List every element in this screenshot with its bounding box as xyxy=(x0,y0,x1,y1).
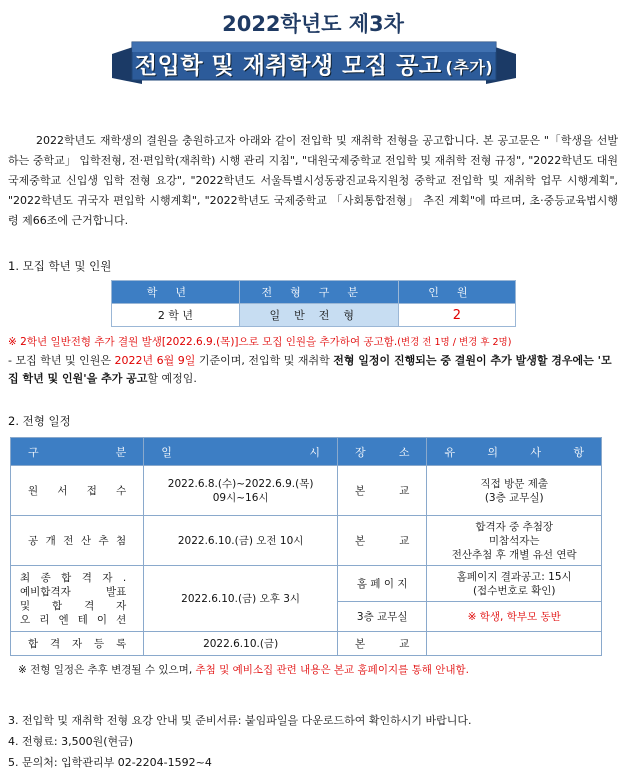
recruitment-note-change: (변경 전 1명 / 변경 후 2명) xyxy=(397,337,512,348)
row4-category: 합 격 자 등 록 xyxy=(11,632,144,656)
cell-grade: 2 학 년 xyxy=(112,304,240,327)
section1-title: 1. 모집 학년 및 인원 xyxy=(8,259,112,273)
footer-item-3: 3. 전입학 및 재취학 전형 요강 안내 및 준비서류: 붙임파일을 다운로드하여 확인하시기 바랍니다. xyxy=(8,714,472,727)
table-row xyxy=(11,566,602,602)
row2-category: 공 개 전 산 추 첨 xyxy=(11,516,144,566)
para-text: 할 예정임. xyxy=(147,372,197,385)
intro-paragraph: 2022학년도 재학생의 결원을 충원하고자 아래와 같이 전입학 및 재취학 전형을 공고합니다. 본 공고문은 "「학생을 선발하는 중학교」 입학전형, 전·편입학(재취학) 시행 관리 지침", "대원국제중학교 전입학 및 재취학 전형 규정", "2022학년도 대원국제중학교 신입생 입학 전형 요강", "2022학년도 서울특별시성동광진교육지원청 중학교 전입학 및 재취학 업무 시행계획", "2022학년도 귀국자 편입학 시행계획", "2022학년도 국제중학교 「사회통합전형」 추진 계획"에 따르며, 초·중등교육법시행령 제66조에 근거합니다. xyxy=(8,134,618,227)
schedule-note-text: ※ 전형 일정은 추후 변경될 수 있으며, xyxy=(18,664,196,676)
schedule-table xyxy=(10,437,602,656)
row1-place: 본 교 xyxy=(338,466,427,516)
banner-title: 전입학 및 재취학생 모집 공고 xyxy=(134,53,442,79)
para-date: 2022년 6월 9일 xyxy=(114,354,196,367)
header-type: 전형구분 xyxy=(239,281,398,304)
row1-notes: 직접 방문 제출 (3층 교무실) xyxy=(427,466,602,516)
row2-notes: 합격자 중 추첨장 미참석자는 전산추첨 후 개별 유선 연락 xyxy=(427,516,602,566)
table-row xyxy=(11,516,602,566)
header-grade: 학년 xyxy=(112,281,240,304)
row2-date: 2022.6.10.(금) 오전 10시 xyxy=(144,516,338,566)
recruitment-note xyxy=(8,334,511,349)
row3-notes-a: 홈페이지 결과공고: 15시 (접수번호로 확인) xyxy=(427,566,602,602)
row1-date: 2022.6.8.(수)~2022.6.9.(목) 09시~16시 xyxy=(144,466,338,516)
row3-date: 2022.6.10.(금) 오후 3시 xyxy=(144,566,338,632)
row4-place: 본 교 xyxy=(338,632,427,656)
recruitment-table xyxy=(111,280,516,327)
row3-category: 최 종 합 격 자 . 예비합격자 발표 및 합 격 자 오 리 엔 테 이 션 xyxy=(11,566,144,632)
row3-place-a: 홈 페 이 지 xyxy=(338,566,427,602)
row3-notes-b: ※ 학생, 학부모 동반 xyxy=(427,602,602,632)
cell-count: 2 xyxy=(398,304,515,327)
footer-item-4: 4. 전형료: 3,500원(현금) xyxy=(8,735,134,748)
footer-item-5: 5. 문의처: 입학관리부 02-2204-1592~4 xyxy=(8,756,212,769)
table-row xyxy=(11,632,602,656)
row3-place-b: 3층 교무실 xyxy=(338,602,427,632)
row4-notes xyxy=(427,632,602,656)
page-year-title: 2022학년도 제3차 xyxy=(222,12,404,36)
section2-title: 2. 전형 일정 xyxy=(8,414,71,428)
banner-subtitle: (추가) xyxy=(445,58,494,77)
table-row xyxy=(11,466,602,516)
schedule-note-red: 추첨 및 예비소집 관련 내용은 본교 홈페이지를 통해 안내함. xyxy=(195,664,469,676)
header-notes: 유 의 사 항 xyxy=(427,438,602,466)
row2-place: 본 교 xyxy=(338,516,427,566)
header-category: 구 분 xyxy=(11,438,144,466)
schedule-note xyxy=(18,662,469,677)
row4-date: 2022.6.10.(금) xyxy=(144,632,338,656)
cell-type: 일반전형 xyxy=(239,304,398,327)
recruitment-note-main: ※ 2학년 일반전형 추가 결원 발생[2022.6.9.(목)]으로 모집 인원을 추가하여 공고함. xyxy=(8,336,398,348)
header-date: 일 시 xyxy=(144,438,338,466)
para-text: - 모집 학년 및 인원은 xyxy=(8,354,115,367)
header-count: 인원 xyxy=(398,281,515,304)
para-text: 기준이며, 전입학 및 재취학 xyxy=(195,354,334,367)
row1-category: 원 서 접 수 xyxy=(11,466,144,516)
header-place: 장 소 xyxy=(338,438,427,466)
para-bold: 전형 일정이 진행되는 중 결원이 추가 발생할 경우에는 '모집 학년 및 인원'을 추가 공고 xyxy=(8,354,612,385)
title-banner xyxy=(112,40,516,84)
recruitment-paragraph xyxy=(8,352,620,388)
